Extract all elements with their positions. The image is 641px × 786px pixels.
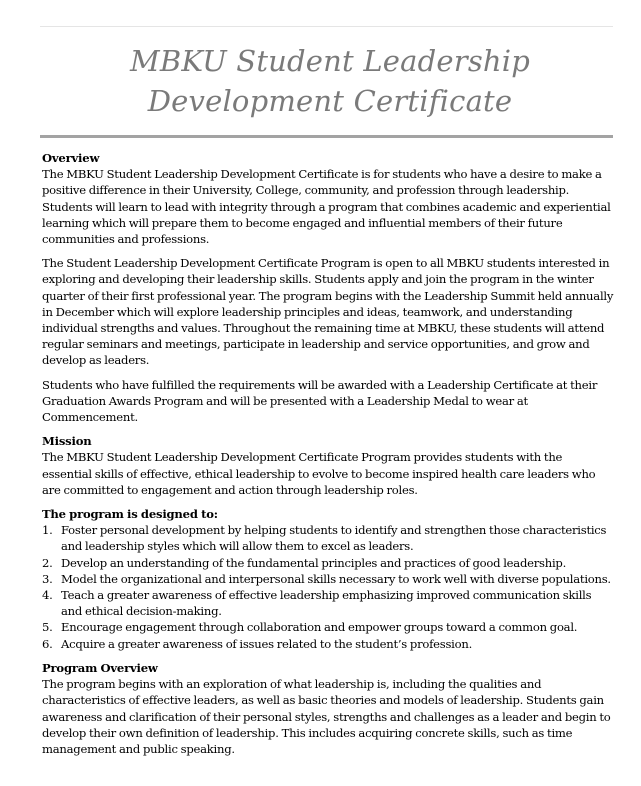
program-overview-heading: Program Overview (42, 660, 158, 675)
list-item-number: 4. (42, 588, 53, 603)
list-item (42, 636, 614, 652)
title-divider (40, 135, 613, 138)
list-item (42, 522, 614, 554)
list-item (42, 571, 614, 587)
program-overview-paragraph: The program begins with an exploration of what leadership is, including the qualities and characteristics of effective leaders, as well as basic theories and models of leadership. Students gain awareness and clarification of their personal styles, strengths and challenges as a leader and begin to develop their own definition of leadership. This includes acquiring concrete skills, such as time management and public speaking. (42, 677, 611, 756)
overview-paragraph-1: The MBKU Student Leadership Development Certificate is for students who have a desire to make a positive difference in their University, College, community, and profession through leadership. Students will learn to lead with integrity through a program that combines academic and experiential learning which will prepare them to become engaged and influential members of their future communities and professions. (42, 167, 611, 247)
list-item-text: Model the organizational and interpersonal skills necessary to work well with diverse populations. (61, 571, 611, 586)
list-item (42, 587, 614, 619)
overview-paragraph-3: Students who have fulfilled the requirements will be awarded with a Leadership Certificate at their Graduation Awards Program and will be presented with a Leadership Medal to wear at Commencement. (42, 377, 598, 425)
list-item-text: Encourage engagement through collaboration and empower groups toward a common goal. (61, 620, 578, 635)
list-item-number: 5. (42, 620, 53, 635)
list-item-number: 3. (42, 571, 53, 586)
list-item-text: Develop an understanding of the fundamental principles and practices of good leadership. (61, 555, 567, 570)
list-item-number: 6. (42, 636, 53, 651)
document-body (42, 150, 614, 757)
mission-heading: Mission (42, 434, 92, 449)
designed-heading: The program is designed to: (42, 507, 218, 522)
top-divider (40, 26, 613, 27)
list-item-text: Acquire a greater awareness of issues related to the student’s profession. (61, 636, 473, 651)
overview-paragraph-2: The Student Leadership Development Certificate Program is open to all MBKU students interested in exploring and developing their leadership skills. Students apply and join the program in the winter quarter of their first professional year. The program begins with the Leadership Summit held annually in December which will explore leadership principles and ideas, teamwork, and understanding individual strengths and values. Throughout the remaining time at MBKU, these students will attend regular seminars and meetings, participate in leadership and service opportunities, and grow and develop as leaders. (42, 256, 614, 368)
list-item (42, 619, 614, 635)
list-item-text: Foster personal development by helping students to identify and strengthen those characteristics and leadership styles which will allow them to excel as leaders. (61, 523, 607, 554)
mission-paragraph: The MBKU Student Leadership Development Certificate Program provides students with the essential skills of effective, ethical leadership to evolve to become inspired health care leaders who are committed to engagement and action through leadership roles. (42, 450, 596, 497)
list-item-number: 1. (42, 523, 53, 538)
list-item-text: Teach a greater awareness of effective leadership emphasizing improved communication skills and ethical decision-making. (61, 588, 592, 619)
list-item (42, 555, 614, 571)
list-item-number: 2. (42, 555, 53, 570)
designed-list (42, 522, 614, 652)
overview-heading: Overview (42, 151, 100, 165)
document-title: MBKU Student Leadership Development Certificate (129, 44, 531, 118)
